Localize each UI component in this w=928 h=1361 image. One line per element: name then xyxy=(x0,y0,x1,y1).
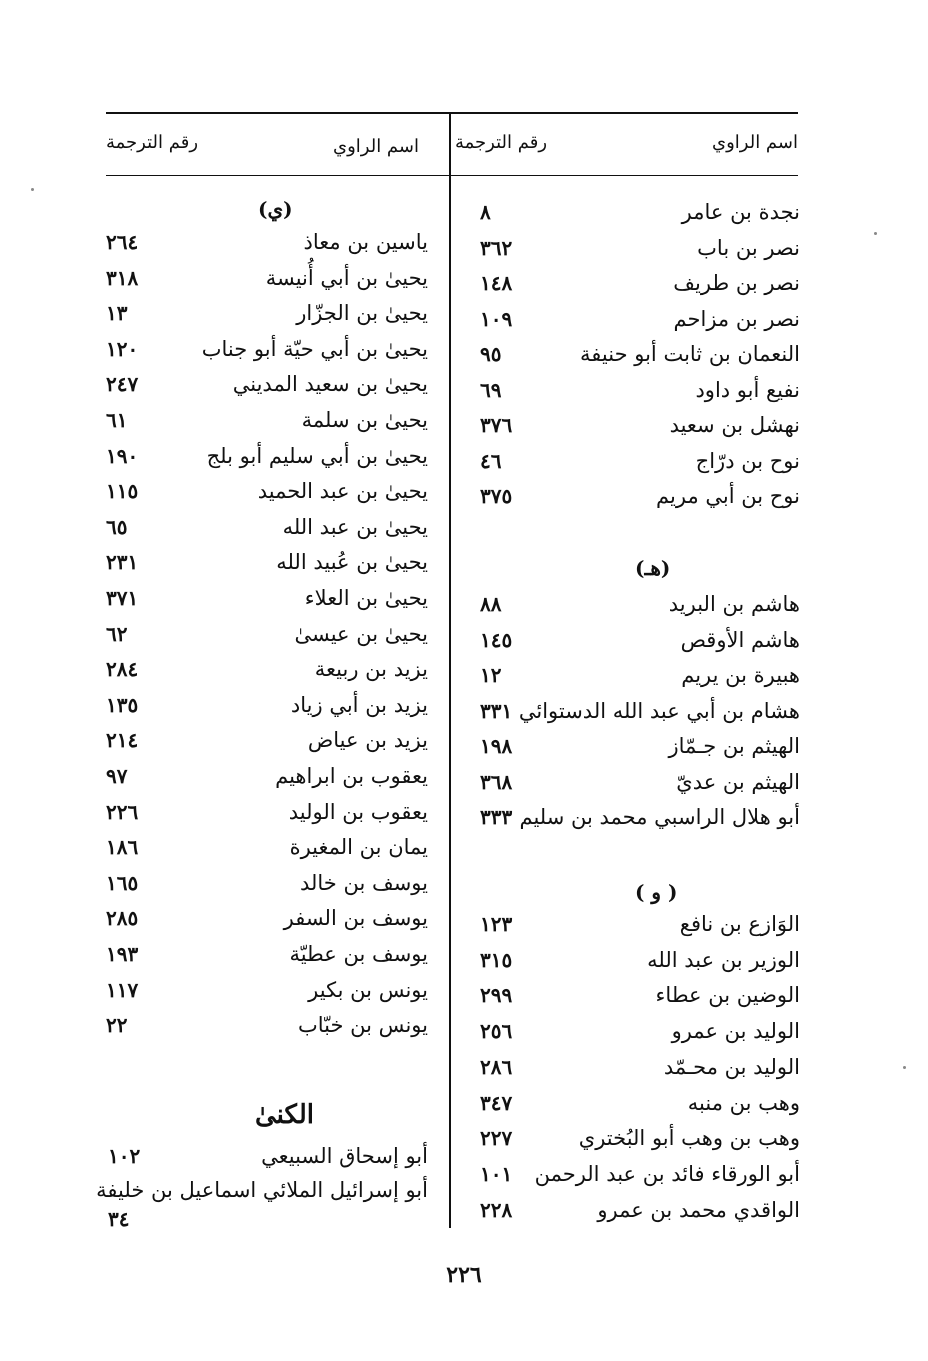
entry-number: ١٠٢ xyxy=(108,1144,141,1168)
entry-number: ١٣ xyxy=(106,301,128,326)
narrator-name: نصر بن باب xyxy=(697,235,800,260)
entry-number: ٢٨٥ xyxy=(106,906,139,931)
entry-number: ٢٨٦ xyxy=(480,1054,513,1079)
entry-number: ١١٥ xyxy=(106,479,139,504)
entry-number: ٣١٥ xyxy=(480,947,513,972)
entry-number: ٢٥٦ xyxy=(480,1019,513,1044)
list-item xyxy=(460,197,800,227)
list-item xyxy=(100,761,428,791)
list-item xyxy=(460,1195,800,1225)
list-item xyxy=(460,481,800,511)
entry-number: ٩٧ xyxy=(106,764,128,788)
kuna-heading: الكنىٰ xyxy=(255,1100,315,1130)
narrator-name: يحيىٰ بن عيسىٰ xyxy=(294,621,428,646)
list-item xyxy=(460,731,800,761)
narrator-name: الوليد بن محـمّد xyxy=(663,1054,800,1079)
entry-number: ٢٢٦ xyxy=(106,799,139,824)
entry-number: ٢١٤ xyxy=(106,728,139,753)
narrator-name: يعقوب بن ابراهيم xyxy=(275,764,428,788)
entry-number: ٣١٨ xyxy=(106,265,139,290)
narrator-name: الوزير بن عبد الله xyxy=(647,947,800,972)
narrator-name: يحيىٰ بن الجزّار xyxy=(296,301,428,326)
entry-number: ١٢٠ xyxy=(106,336,139,361)
narrator-name: وهب بن منبه xyxy=(687,1090,800,1115)
entry-number: ٢٢ xyxy=(106,1013,128,1038)
list-item xyxy=(100,405,428,435)
entry-number: ١٩٣ xyxy=(106,942,139,966)
entry-number: ٦٢ xyxy=(106,621,128,646)
entry-number: ٢٩٩ xyxy=(480,983,513,1008)
narrator-name: يوسف بن خالد xyxy=(299,870,428,895)
entry-number: ٤٦ xyxy=(480,448,502,473)
section-heading-h: (هـ) xyxy=(635,556,671,580)
narrator-name: الهيثم بن جـمّاز xyxy=(668,734,800,758)
entry-number: ٢٨٤ xyxy=(106,657,139,682)
list-item xyxy=(460,909,800,939)
list-item xyxy=(100,975,428,1005)
narrator-name: يحيىٰ بن عبد الله xyxy=(282,514,428,539)
entry-number: ١٠١ xyxy=(480,1161,513,1186)
narrator-name: يحيىٰ بن أبي حيّة أبو جناب xyxy=(201,336,428,361)
entry-number: ١٢ xyxy=(480,663,502,687)
narrator-name: نفيع أبو داود xyxy=(695,377,800,402)
list-item xyxy=(460,660,800,690)
left-header-name: اسم الراوي xyxy=(333,136,419,157)
list-item xyxy=(100,654,428,684)
narrator-name: أبو الورقاء فائد بن عبد الرحمن xyxy=(534,1161,800,1186)
narrator-name: يزيد بن أبي زياد xyxy=(290,692,428,717)
narrator-name: يوسف بن السفر xyxy=(283,906,428,931)
scan-speck xyxy=(903,1066,906,1069)
entry-number: ٣٧١ xyxy=(106,586,139,610)
list-item xyxy=(460,589,800,619)
list-item xyxy=(100,868,428,898)
entry-number: ٦٥ xyxy=(106,514,128,539)
narrator-name: يزيد بن عياض xyxy=(307,728,428,753)
list-item xyxy=(460,1159,800,1189)
list-item xyxy=(100,263,428,293)
narrator-name: ياسين بن معاذ xyxy=(303,230,428,254)
list-item xyxy=(100,797,428,827)
narrator-name: وهب بن وهب أبو البُختري xyxy=(578,1126,800,1151)
section-heading-y: (ي) xyxy=(258,197,293,221)
list-item xyxy=(100,832,428,862)
list-item xyxy=(100,476,428,506)
entry-number: ١٦٥ xyxy=(106,870,139,895)
entry-number: ٣٦٢ xyxy=(480,235,513,260)
narrator-name: نصر بن طريف xyxy=(673,271,800,295)
list-item xyxy=(460,410,800,440)
narrator-name: نهشل بن سعيد xyxy=(669,413,800,437)
narrator-name: يوسف بن عطيّة xyxy=(289,942,428,966)
list-item xyxy=(100,298,428,328)
narrator-name: نوح بن أبي مريم xyxy=(656,484,800,508)
entry-number: ٨ xyxy=(480,200,491,224)
right-header-number: رقم الترجمة xyxy=(455,132,548,153)
narrator-name: الوليد بن عمرو xyxy=(671,1019,800,1044)
narrator-name: هاشم بن البريد xyxy=(668,592,800,616)
entry-number: ٣٤ xyxy=(108,1207,130,1231)
entry-number: ٣٤٧ xyxy=(480,1090,513,1115)
page-number: ٢٢٦ xyxy=(446,1262,482,1288)
list-item xyxy=(460,268,800,298)
left-column xyxy=(96,0,428,1250)
narrator-name: يمان بن المغيرة xyxy=(289,835,428,860)
column-divider xyxy=(449,112,451,1228)
entry-number: ٣٦٨ xyxy=(480,769,513,794)
list-item xyxy=(100,1010,428,1040)
list-item xyxy=(100,369,428,399)
scan-speck xyxy=(874,232,877,235)
entry-number: ٢٦٤ xyxy=(106,230,139,254)
list-item xyxy=(460,945,800,975)
entry-number: ٣٧٦ xyxy=(480,413,513,437)
entry-number: ١٤٨ xyxy=(480,271,513,295)
list-item xyxy=(460,625,800,655)
list-item xyxy=(100,903,428,933)
entry-number: ١٢٣ xyxy=(480,912,513,936)
narrator-name: الهيثم بن عديّ xyxy=(676,769,800,794)
entry-number: ١٣٥ xyxy=(106,692,139,717)
narrator-name: أبو إسحاق السبيعي xyxy=(261,1144,428,1168)
narrator-name: نوح بن درّاج xyxy=(695,448,800,473)
list-item xyxy=(100,583,428,613)
entry-number: ٣٣٣ xyxy=(480,805,513,829)
entry-number: ٢٢٧ xyxy=(480,1126,513,1151)
entry-number: ٢٢٨ xyxy=(480,1197,513,1222)
narrator-name: هاشم الأوقص xyxy=(680,627,800,652)
list-item xyxy=(460,802,800,832)
list-item xyxy=(460,304,800,334)
entry-number: ٢٣١ xyxy=(106,550,139,575)
narrator-name: يونس بن بكير xyxy=(308,977,428,1002)
entry-number: ١٨٦ xyxy=(106,835,139,860)
narrator-name: يحيىٰ بن سلمة xyxy=(301,408,428,432)
section-heading-w: ( و ) xyxy=(635,880,678,904)
narrator-name: يزيد بن ربيعة xyxy=(314,657,428,682)
right-column xyxy=(460,0,800,1250)
entry-number: ٩٥ xyxy=(480,342,502,366)
narrator-name: يحيىٰ بن العلاء xyxy=(304,586,428,610)
entry-number: ١٩٠ xyxy=(106,443,139,468)
list-item xyxy=(460,375,800,405)
narrator-name: أبو إسرائيل الملائي اسماعيل بن خليفة xyxy=(96,1178,428,1202)
entry-number: ٨٨ xyxy=(480,592,502,616)
list-item xyxy=(460,1123,800,1153)
entry-number: ٦١ xyxy=(106,408,128,432)
list-item xyxy=(460,1088,800,1118)
list-item xyxy=(100,441,428,471)
list-item xyxy=(460,339,800,369)
list-item xyxy=(460,1052,800,1082)
narrator-name: نجدة بن عامر xyxy=(681,200,800,224)
right-header-name: اسم الراوي xyxy=(712,132,798,153)
narrator-name: هبيرة بن يريم xyxy=(681,663,800,687)
narrator-name: الواقدي محمد بن عمرو xyxy=(597,1197,800,1222)
list-item xyxy=(100,619,428,649)
narrator-name: هشام بن أبي عبد الله الدستوائي xyxy=(518,698,800,723)
list-item xyxy=(100,227,428,257)
narrator-name: النعمان بن ثابت أبو حنيفة xyxy=(580,342,800,366)
entry-number: ١٠٩ xyxy=(480,306,513,331)
list-item xyxy=(460,1016,800,1046)
entry-number: ٣٧٥ xyxy=(480,484,513,508)
left-header-number: رقم الترجمة xyxy=(106,132,199,153)
narrator-name: يحيىٰ بن عُبيد الله xyxy=(276,550,428,575)
list-item xyxy=(460,767,800,797)
list-item xyxy=(100,690,428,720)
narrator-name: يونس بن خبّاب xyxy=(298,1013,428,1038)
list-item xyxy=(460,233,800,263)
narrator-name: يحيىٰ بن أبي أُنيسة xyxy=(265,265,428,290)
list-item xyxy=(100,939,428,969)
list-item xyxy=(100,725,428,755)
list-item xyxy=(100,512,428,542)
entry-number: ٦٩ xyxy=(480,377,502,402)
list-item xyxy=(460,446,800,476)
narrator-name: يحيىٰ بن عبد الحميد xyxy=(257,479,428,504)
narrator-name: يعقوب بن الوليد xyxy=(288,799,428,824)
entry-number: ١٤٥ xyxy=(480,627,513,652)
narrator-name: يحيىٰ بن سعيد المديني xyxy=(232,372,428,397)
narrator-name: الوَازع بن نافع xyxy=(679,912,800,936)
list-item xyxy=(460,980,800,1010)
narrator-name: يحيىٰ بن أبي سليم أبو بلج xyxy=(206,443,428,468)
entry-number: ٣٣١ xyxy=(480,698,513,723)
entry-number: ٢٤٧ xyxy=(106,372,139,397)
narrator-name: الوضين بن عطاء xyxy=(655,983,800,1008)
list-item xyxy=(460,696,800,726)
entry-number: ١٩٨ xyxy=(480,734,513,758)
entry-number: ١١٧ xyxy=(106,977,139,1002)
narrator-name: أبو هلال الراسبي محمد بن سليم xyxy=(519,805,800,829)
list-item xyxy=(100,547,428,577)
narrator-name: نصر بن مزاحم xyxy=(673,306,800,331)
list-item xyxy=(100,334,428,364)
scan-speck xyxy=(31,188,34,191)
